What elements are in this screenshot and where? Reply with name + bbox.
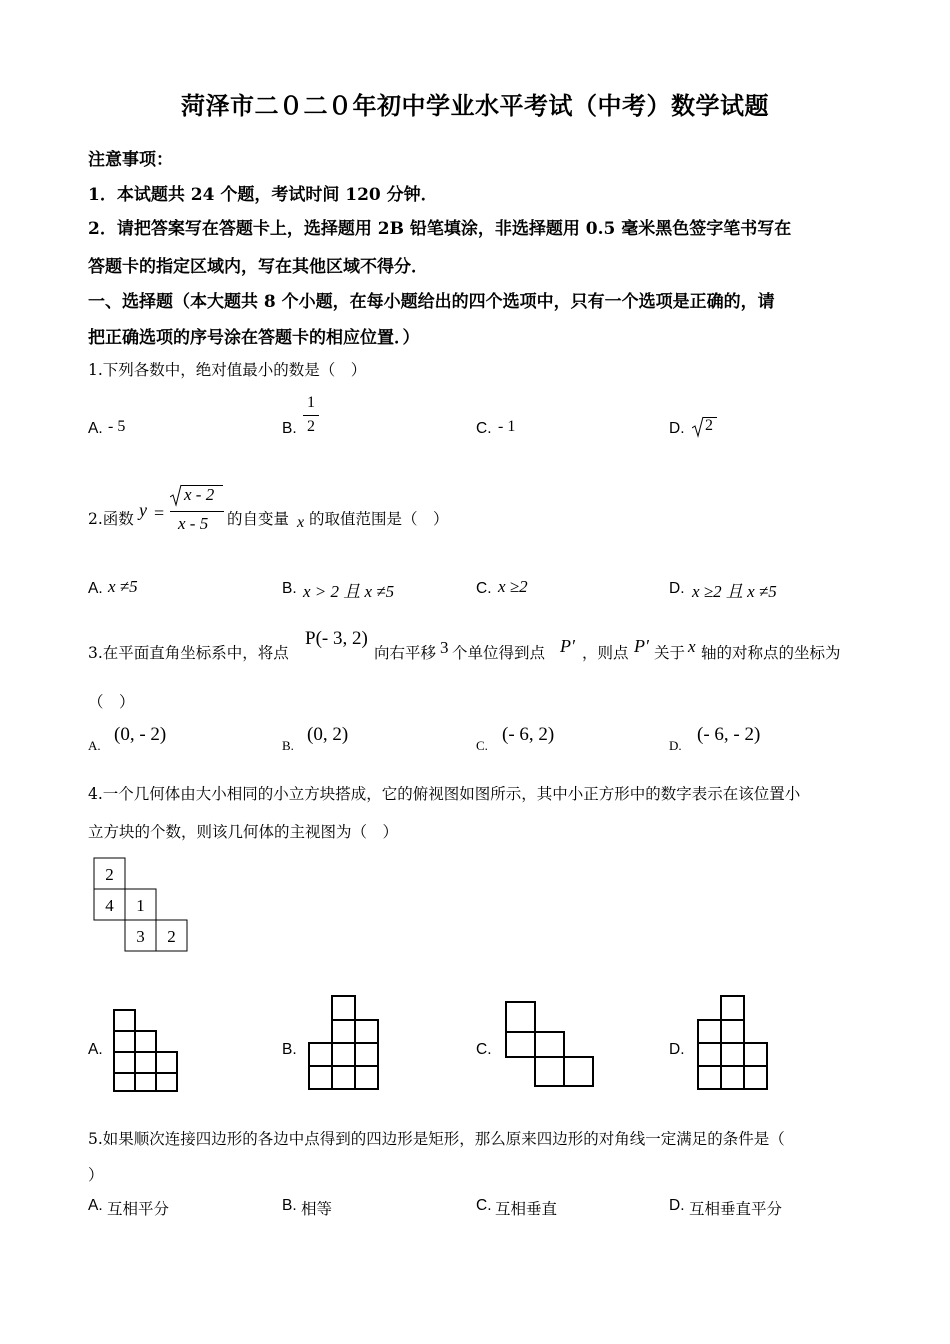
notice-item-1: 1．本试题共 24 个题，考试时间 120 分钟． [88,185,438,205]
q4-option-b-figure [305,992,385,1092]
q2-numerator: x - 2 [184,485,215,504]
q4-stem-line-2: 立方块的个数，则该几何体的主视图为（ ） [88,823,399,841]
section-heading-cont: 把正确选项的序号涂在答题卡的相应位置．） [88,328,420,348]
q1-option-c-label: C. [476,420,492,437]
q1-option-c-value: - 1 [498,418,516,435]
grid-value: 3 [136,927,145,946]
q3-option-d-label: D. [669,738,682,753]
q2-stem-mid: 的自变量 [227,510,290,528]
q2-equals: = [154,503,165,523]
q2-option-a-label: A. [88,580,103,597]
q3-option-c-value: (- 6, 2) [502,724,555,745]
q2-stem-suffix: 的取值范围是（ ） [309,510,449,528]
q5-option-d-label: D. [669,1197,685,1214]
q3-option-c-label: C. [476,738,488,753]
q3-option-b-label: B. [282,738,294,753]
q1-option-d-label: D. [669,420,685,437]
q1-option-b-label: B. [282,420,297,437]
sqrt-sign-icon [692,416,704,438]
grid-value: 2 [167,927,176,946]
q1-option-b-numerator: 1 [307,394,315,411]
q5-option-c-value: 互相垂直 [495,1200,558,1218]
q3-stem-part1: 3.在平面直角坐标系中，将点 [88,644,289,662]
q3-stem-part2: 向右平移 [374,644,437,662]
q5-stem-line-2: ） [88,1166,104,1184]
q5-option-a-value: 互相平分 [107,1200,170,1218]
q2-var-x: x [297,514,305,531]
q2-stem-prefix: 2.函数 [88,510,134,528]
q3-option-d-value: (- 6, - 2) [697,724,761,745]
q5-option-d-value: 互相垂直平分 [689,1200,783,1218]
q2-option-c-value: x ≥2 [498,577,528,596]
q3-point-p-prime: P′ [560,636,575,656]
q1-stem: 1.下列各数中，绝对值最小的数是（ ） [88,361,367,379]
q2-option-c-label: C. [476,580,492,597]
q3-stem-part5: 关于 [654,644,686,662]
q3-option-a-value: (0, - 2) [114,724,167,745]
q2-option-b-label: B. [282,580,297,597]
q4-stem-line-1: 4.一个几何体由大小相同的小立方块搭成，它的俯视图如图所示，其中小正方形中的数字表示在该位置小 [88,785,801,803]
q5-option-c-label: C. [476,1197,492,1214]
q2-option-d-label: D. [669,580,685,597]
q2-fraction-bar [170,511,224,512]
q2-denominator: x - 5 [178,514,209,533]
q5-stem-line-1: 5.如果顺次连接四边形的各边中点得到的四边形是矩形，那么原来四边形的对角线一定满足的条件是（ [88,1130,785,1148]
notice-heading: 注意事项： [88,150,173,170]
q4-option-a-figure [110,1006,180,1096]
page-title: 菏泽市二０二０年初中学业水平考试（中考）数学试题 [181,91,769,120]
q4-option-c-label: C. [476,1041,492,1058]
grid-value: 2 [105,865,114,884]
q1-option-b-denominator: 2 [307,418,315,435]
grid-value: 4 [105,896,114,915]
sqrt-sign-icon-2 [170,484,182,508]
q3-paren: （ ） [88,693,135,711]
q3-stem-part6: 轴的对称点的坐标为 [701,644,841,662]
grid-value: 1 [136,896,145,915]
section-heading: 一、选择题（本大题共 8 个小题，在每小题给出的四个选项中，只有一个选项是正确的，请 [88,292,775,312]
q3-point-p: P(- 3, 2) [305,628,368,649]
q4-option-d-label: D. [669,1041,685,1058]
q2-option-a-value: x ≠5 [108,577,138,596]
q5-option-a-label: A. [88,1197,103,1214]
top-view-grid [90,854,190,954]
q1-option-d-value: 2 [705,417,713,434]
q3-axis-x: x [688,637,696,656]
q4-option-c-figure [502,998,598,1090]
q2-var-y: y [139,500,147,520]
q5-option-b-label: B. [282,1197,297,1214]
q3-stem-part4: ，则点 [582,644,629,662]
q3-point-p-prime-2: P′ [634,636,649,656]
notice-item-2: 2．请把答案写在答题卡上，选择题用 2B 铅笔填涂，非选择题用 0.5 毫米黑色签字笔书写在 [88,219,792,239]
q1-fraction-bar [303,415,319,416]
q1-option-a-label: A. [88,420,103,437]
q2-option-b-value: x > 2 且 x ≠5 [303,582,395,601]
q4-option-a-label: A. [88,1041,103,1058]
q3-option-a-label: A. [88,738,101,753]
q4-option-d-figure [694,992,774,1092]
q3-shift-amount: 3 [440,638,449,657]
q3-option-b-value: (0, 2) [307,724,349,745]
q2-option-d-value: x ≥2 且 x ≠5 [692,582,777,601]
q5-option-b-value: 相等 [301,1200,333,1218]
q1-option-a-value: - 5 [108,418,126,435]
notice-item-2-cont: 答题卡的指定区域内，写在其他区域不得分． [88,257,428,277]
q4-option-b-label: B. [282,1041,297,1058]
q3-stem-part3: 个单位得到点 [452,644,546,662]
